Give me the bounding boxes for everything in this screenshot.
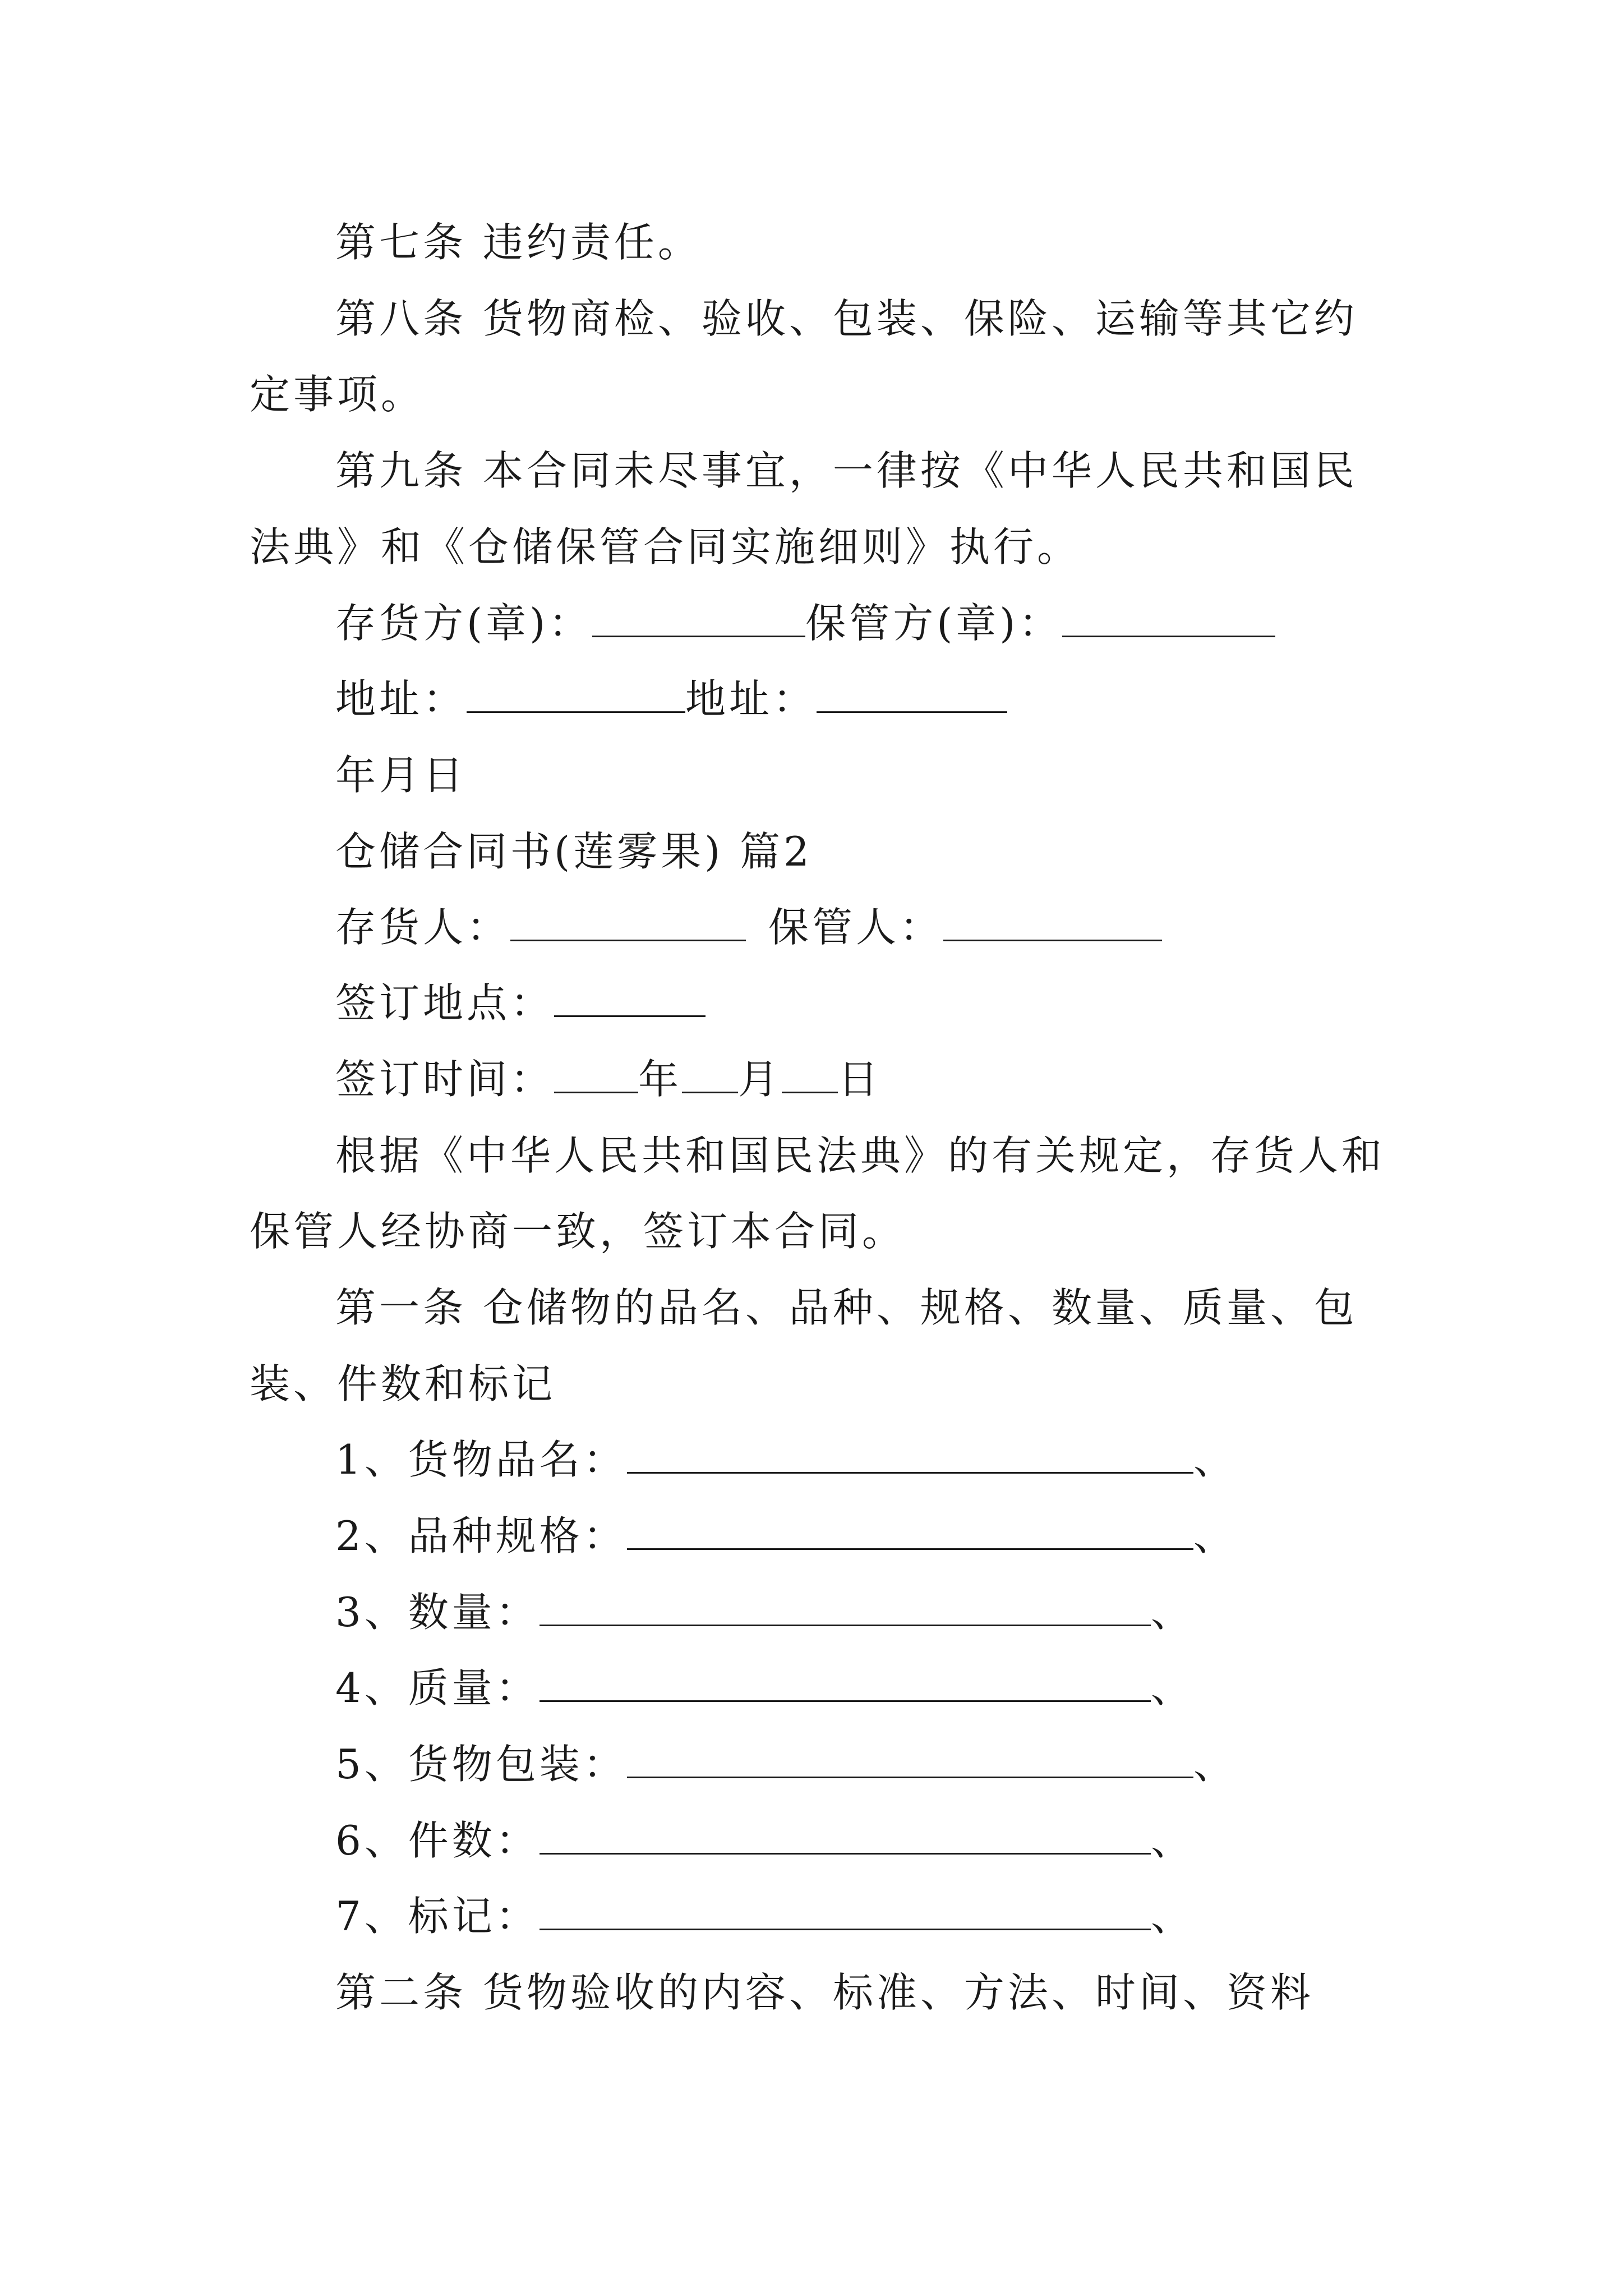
article-8-line-1: 第八条 货物商检、验收、包装、保险、运输等其它约	[335, 295, 1358, 342]
item-blank	[627, 1737, 1193, 1778]
item-end: 、	[1193, 1741, 1237, 1788]
item-goods-name	[335, 1426, 1237, 1493]
item-blank	[540, 1814, 1151, 1855]
item-end: 、	[1193, 1436, 1237, 1483]
keeper-seal-blank	[1062, 596, 1275, 637]
address-blank-1	[467, 672, 685, 713]
item-blank	[627, 1433, 1193, 1474]
item-piece-count	[335, 1807, 1195, 1874]
item-label: 2、品种规格：	[335, 1512, 627, 1559]
address-blank-2	[817, 672, 1007, 713]
month-label: 月	[738, 1056, 782, 1103]
sign-time-label: 签订时间：	[335, 1056, 555, 1103]
item-quantity	[335, 1579, 1195, 1646]
date-line: 年月日	[335, 752, 467, 799]
article-2: 第二条 货物验收的内容、标准、方法、时间、资料	[335, 1969, 1314, 2016]
item-blank	[627, 1509, 1193, 1550]
part-2-title: 仓储合同书(莲雾果) 篇2	[335, 828, 813, 875]
article-1-line-2: 装、件数和标记	[250, 1360, 556, 1407]
item-quality	[335, 1654, 1195, 1722]
keeper-blank	[943, 900, 1162, 941]
sign-place-blank	[554, 976, 706, 1017]
depositor-seal-blank	[592, 596, 805, 637]
item-end: 、	[1150, 1664, 1195, 1711]
article-8-line-2: 定事项。	[250, 371, 425, 418]
address-label-1: 地址：	[335, 675, 467, 723]
item-label: 3、数量：	[335, 1589, 540, 1636]
article-1-line-1: 第一条 仓储物的品名、品种、规格、数量、质量、包	[335, 1284, 1358, 1331]
preamble-line-1: 根据《中华人民共和国民法典》的有关规定，存货人和	[335, 1132, 1386, 1179]
article-7: 第七条 违约责任。	[335, 219, 702, 266]
item-label: 4、质量：	[335, 1664, 540, 1711]
signature-line	[335, 590, 1275, 657]
depositor-label: 存货人：	[335, 904, 511, 951]
keeper-label: 保管人：	[768, 904, 944, 951]
sign-place-label: 签订地点：	[335, 979, 555, 1027]
month-blank	[682, 1052, 738, 1093]
item-end: 、	[1150, 1817, 1195, 1864]
sign-time-line	[335, 1046, 882, 1113]
item-marking	[335, 1883, 1195, 1950]
address-label-2: 地址：	[685, 675, 817, 723]
item-end: 、	[1150, 1893, 1195, 1940]
keeper-seal-label: 保管方(章)：	[805, 600, 1063, 647]
item-label: 7、标记：	[335, 1893, 540, 1940]
item-end: 、	[1150, 1589, 1195, 1636]
sign-place-line	[335, 969, 706, 1037]
depositor-seal-label: 存货方(章)：	[335, 600, 593, 647]
article-9-line-1: 第九条 本合同未尽事宜，一律按《中华人民共和国民	[335, 447, 1358, 494]
day-blank	[782, 1052, 838, 1093]
parties-line	[335, 894, 1162, 961]
year-blank	[554, 1052, 638, 1093]
item-variety-spec	[335, 1502, 1237, 1570]
preamble-line-2: 保管人经协商一致，签订本合同。	[250, 1208, 906, 1255]
item-blank	[540, 1661, 1151, 1702]
item-label: 5、货物包装：	[335, 1741, 627, 1788]
address-line	[335, 665, 1007, 733]
item-blank	[540, 1889, 1151, 1930]
item-label: 6、件数：	[335, 1817, 540, 1864]
article-9-line-2: 法典》和《仓储保管合同实施细则》执行。	[250, 523, 1081, 570]
depositor-blank	[510, 900, 746, 941]
item-label: 1、货物品名：	[335, 1436, 627, 1483]
item-packaging	[335, 1731, 1237, 1798]
day-label: 日	[838, 1056, 882, 1103]
item-end: 、	[1193, 1512, 1237, 1559]
item-blank	[540, 1585, 1151, 1626]
year-label: 年	[638, 1056, 683, 1103]
